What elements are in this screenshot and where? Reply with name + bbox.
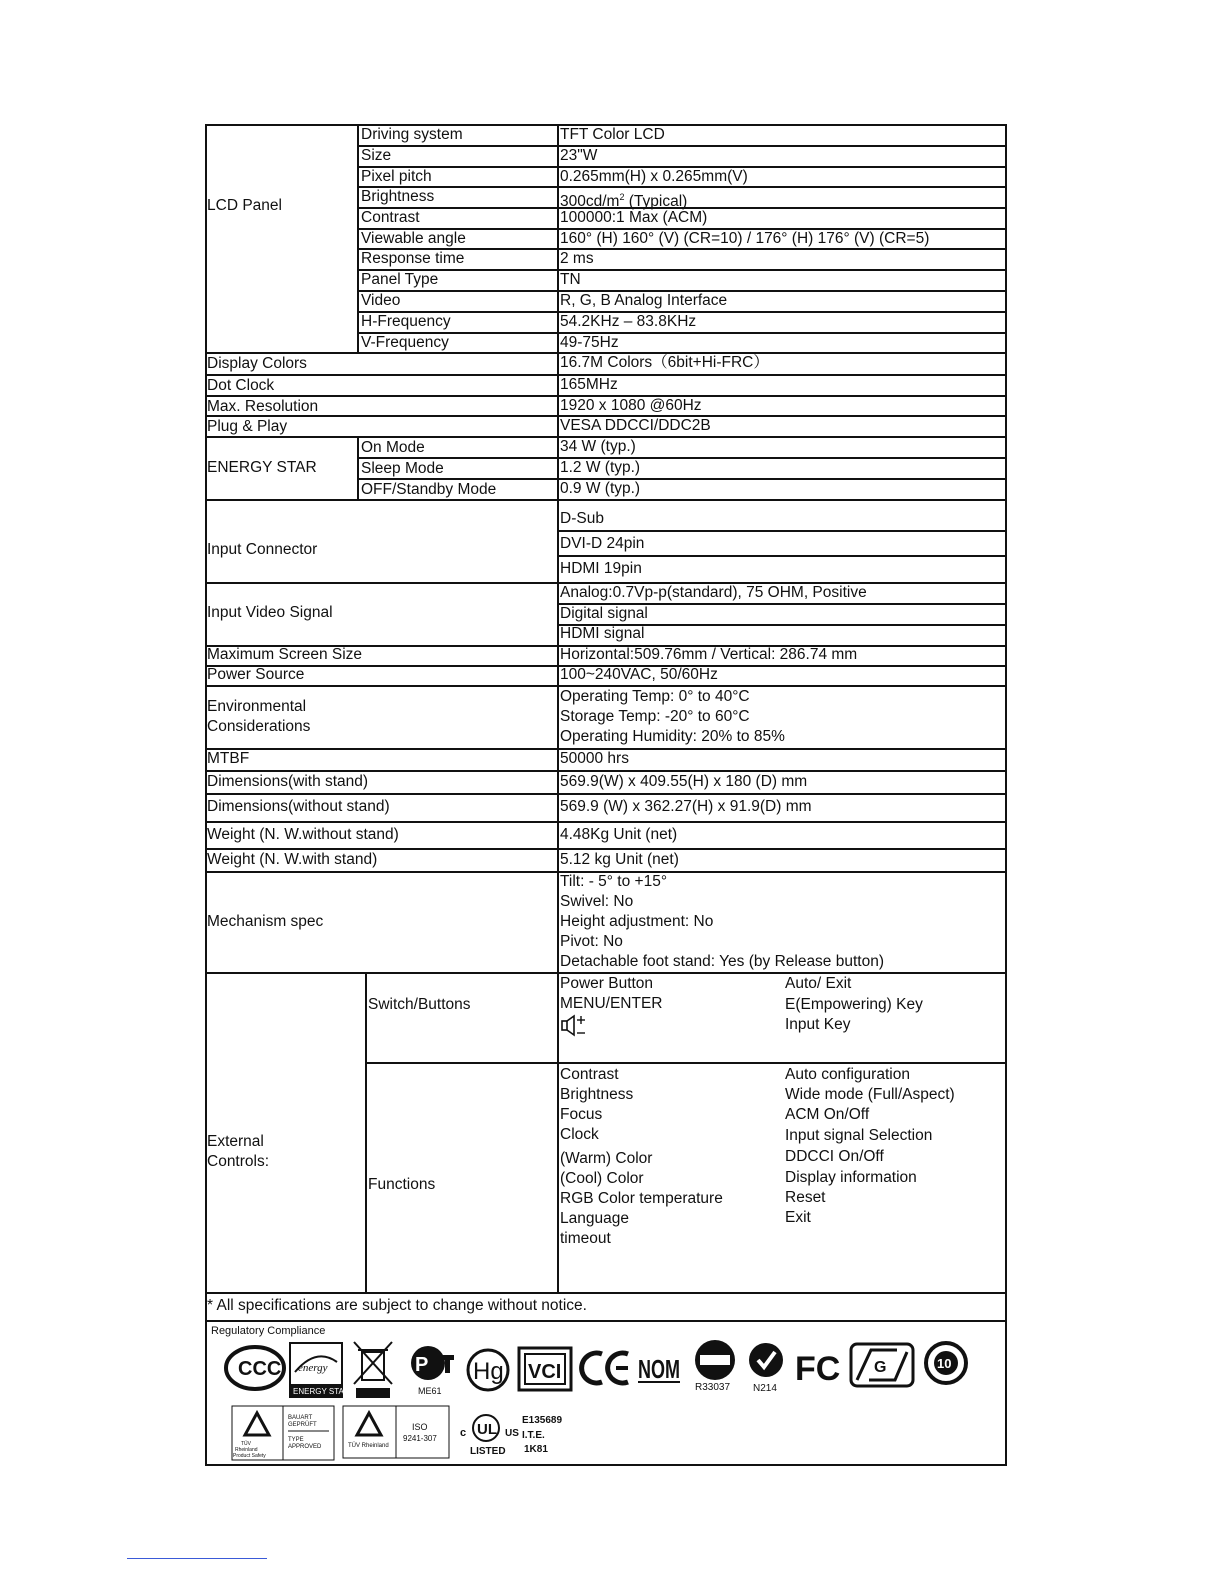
table-rule	[357, 332, 1007, 334]
spec-value: 1920 x 1080 @60Hz	[560, 397, 702, 414]
function-item: Focus	[560, 1106, 603, 1123]
lcd-spec-value: 23"W	[560, 147, 598, 164]
table-column-rule	[557, 124, 559, 352]
lcd-spec-value: 2 ms	[560, 250, 594, 267]
spec-value: Horizontal:509.76mm / Vertical: 286.74 mm	[560, 646, 858, 663]
svg-text:G: G	[874, 1359, 887, 1376]
lcd-spec-label: Brightness	[361, 188, 435, 205]
table-column-rule	[557, 821, 559, 848]
input-connector-label: Input Connector	[207, 541, 318, 558]
function-item: Language	[560, 1210, 629, 1227]
table-rule	[205, 793, 1007, 795]
energy-star-logo	[289, 1342, 350, 1398]
lcd-spec-label: Driving system	[361, 126, 463, 143]
table-rule	[357, 457, 1007, 459]
lcd-spec-value: 100000:1 Max (ACM)	[560, 209, 708, 226]
spec-value: 100~240VAC, 50/60Hz	[560, 666, 718, 683]
input-video-value: Digital signal	[560, 605, 648, 622]
function-item: Contrast	[560, 1066, 619, 1083]
input-video-value: Analog:0.7Vp-p(standard), 75 OHM, Positive	[560, 584, 867, 601]
lcd-spec-label: H-Frequency	[361, 313, 451, 330]
svg-text:energy: energy	[298, 1362, 328, 1374]
svg-text:FC: FC	[795, 1350, 841, 1388]
table-rule	[205, 848, 1007, 850]
lcd-spec-value: 0.265mm(H) x 0.265mm(V)	[560, 168, 748, 185]
svg-text:E135689: E135689	[522, 1415, 563, 1426]
input-connector-value: D-Sub	[560, 510, 604, 527]
switch-button-item: E(Empowering) Key	[785, 996, 923, 1013]
svg-text:US: US	[505, 1428, 519, 1439]
table-column-rule	[557, 499, 559, 582]
table-rule	[205, 972, 1007, 974]
lcd-spec-value: 54.2KHz – 83.8KHz	[560, 313, 697, 330]
table-column-rule	[557, 352, 559, 374]
mechanism-value: Swivel: No	[560, 893, 634, 910]
svg-text:P: P	[415, 1354, 429, 1376]
svg-text:ISO: ISO	[412, 1422, 428, 1432]
mechanism-value: Tilt: - 5° to +15°	[560, 873, 668, 890]
svg-text:R33037: R33037	[695, 1382, 731, 1393]
switch-button-item: Input Key	[785, 1016, 851, 1033]
svg-text:Product Safety: Product Safety	[233, 1453, 266, 1459]
function-item: Brightness	[560, 1086, 634, 1103]
svg-text:CCC: CCC	[238, 1358, 282, 1380]
function-item: DDCCI On/Off	[785, 1148, 884, 1165]
table-rule	[205, 821, 1007, 823]
mechanism-label: Mechanism spec	[207, 913, 324, 930]
pct-logo	[408, 1343, 458, 1395]
table-rule	[357, 145, 1007, 147]
function-item: ACM On/Off	[785, 1106, 870, 1123]
svg-text:TÜV Rheinland: TÜV Rheinland	[348, 1443, 389, 1449]
switch-buttons-label: Switch/Buttons	[368, 996, 471, 1013]
volume-plus-minus-icon	[560, 1014, 588, 1038]
table-rule	[205, 499, 1007, 501]
function-item: Auto configuration	[785, 1066, 910, 1083]
spec-label: Max. Resolution	[207, 398, 319, 415]
table-column-rule	[557, 374, 559, 395]
spec-value: 50000 hrs	[560, 750, 629, 767]
lcd-spec-value: 49-75Hz	[560, 334, 619, 351]
ccc-logo	[224, 1343, 286, 1393]
table-rule	[357, 478, 1007, 480]
lcd-spec-value: TFT Color LCD	[560, 126, 665, 143]
switch-button-item: Power Button	[560, 975, 654, 992]
lcd-spec-label: V-Frequency	[361, 334, 449, 351]
spec-label: Dimensions(without stand)	[207, 798, 390, 815]
environmental-value: Operating Humidity: 20% to 85%	[560, 728, 785, 745]
lcd-spec-value: TN	[560, 271, 581, 288]
brightness-suffix: (Typical)	[624, 193, 688, 211]
ce-logo	[580, 1348, 632, 1388]
environmental-label: Considerations	[207, 718, 311, 735]
table-rule	[365, 1062, 1007, 1064]
table-column-rule	[557, 685, 559, 748]
epup-10-logo	[922, 1340, 970, 1386]
lcd-spec-label: Panel Type	[361, 271, 439, 288]
svg-text:APPROVED: APPROVED	[288, 1444, 322, 1450]
input-video-value: HDMI signal	[560, 625, 645, 642]
external-controls-label: Controls:	[207, 1153, 270, 1170]
lcd-spec-label: Viewable angle	[361, 230, 466, 247]
svg-text:BAUART: BAUART	[288, 1415, 313, 1421]
function-item: (Cool) Color	[560, 1170, 644, 1187]
nom-logo	[636, 1346, 682, 1386]
spec-label: Plug & Play	[207, 418, 288, 435]
weee-bin-logo	[352, 1340, 394, 1400]
spec-disclaimer-note: * All specifications are subject to change without notice.	[207, 1297, 587, 1314]
function-item: (Warm) Color	[560, 1150, 653, 1167]
svg-text:c: c	[460, 1427, 467, 1439]
energy-mode-label: On Mode	[361, 439, 425, 456]
table-column-rule	[557, 871, 559, 972]
energy-mode-label: Sleep Mode	[361, 460, 444, 477]
function-item: Input signal Selection	[785, 1127, 933, 1144]
tuv-iso-logo	[342, 1405, 450, 1459]
table-column-rule	[357, 124, 359, 352]
switch-button-item: MENU/ENTER	[560, 995, 663, 1012]
table-column-rule	[557, 415, 559, 436]
mechanism-value: Pivot: No	[560, 933, 623, 950]
spec-value: VESA DDCCI/DDC2B	[560, 417, 711, 434]
table-column-rule	[557, 395, 559, 415]
lcd-spec-label: Pixel pitch	[361, 168, 432, 185]
table-column-rule	[365, 972, 367, 1292]
external-controls-label: External	[207, 1133, 264, 1150]
lcd-panel-label: LCD Panel	[207, 197, 282, 214]
svg-text:UL: UL	[477, 1421, 497, 1438]
svg-text:TYPE: TYPE	[288, 1437, 304, 1443]
table-rule	[205, 1320, 1007, 1322]
environmental-label: Environmental	[207, 698, 307, 715]
switch-button-item: Auto/ Exit	[785, 975, 852, 992]
lcd-spec-label: Video	[361, 292, 401, 309]
lcd-spec-label: Contrast	[361, 209, 420, 226]
spec-value: 4.48Kg Unit (net)	[560, 826, 678, 843]
svg-text:I.T.E.: I.T.E.	[522, 1430, 545, 1441]
table-column-rule	[557, 770, 559, 793]
table-rule	[205, 685, 1007, 687]
energy-mode-label: OFF/Standby Mode	[361, 481, 497, 498]
spec-label: Weight (N. W.without stand)	[207, 826, 399, 843]
svg-text:TÜV: TÜV	[241, 1441, 251, 1447]
spec-label: MTBF	[207, 750, 250, 767]
svg-text:GEPRÜFT: GEPRÜFT	[288, 1422, 317, 1428]
table-column-rule	[357, 436, 359, 499]
svg-text:Rheinland: Rheinland	[235, 1447, 258, 1453]
table-rule	[357, 269, 1007, 271]
spec-value: 569.9 (W) x 362.27(H) x 91.9(D) mm	[560, 798, 812, 815]
svg-text:Hg: Hg	[473, 1358, 504, 1385]
svg-text:NOM: NOM	[638, 1354, 680, 1384]
svg-text:VCI: VCI	[528, 1361, 562, 1383]
table-rule	[557, 530, 1007, 532]
table-column-rule	[557, 665, 559, 685]
energy-mode-value: 1.2 W (typ.)	[560, 459, 641, 476]
function-item: Display information	[785, 1169, 917, 1186]
lcd-spec-label: Size	[361, 147, 392, 164]
lcd-spec-label: Response time	[361, 250, 465, 267]
function-item: Reset	[785, 1189, 826, 1206]
environmental-value: Operating Temp: 0° to 40°C	[560, 688, 750, 705]
function-item: timeout	[560, 1230, 611, 1247]
mechanism-value: Height adjustment: No	[560, 913, 714, 930]
function-item: Clock	[560, 1126, 599, 1143]
table-column-rule	[557, 582, 559, 645]
regulatory-title: Regulatory Compliance	[211, 1325, 326, 1337]
superscript: 2	[619, 192, 625, 202]
energy-star-label: ENERGY STAR	[207, 459, 317, 476]
tuv-safety-logo	[231, 1405, 335, 1461]
svg-text:1K81: 1K81	[524, 1444, 548, 1455]
svg-text:LISTED: LISTED	[470, 1446, 506, 1457]
table-column-rule	[557, 748, 559, 770]
spec-value: 16.7M Colors（6bit+Hi-FRC）	[560, 354, 769, 371]
spec-label: Dot Clock	[207, 377, 275, 394]
input-video-label: Input Video Signal	[207, 604, 333, 621]
svg-text:9241-307: 9241-307	[403, 1434, 437, 1443]
spec-label: Maximum Screen Size	[207, 646, 363, 663]
spec-value: 5.12 kg Unit (net)	[560, 851, 679, 868]
energy-mode-value: 0.9 W (typ.)	[560, 480, 641, 497]
function-item: Wide mode (Full/Aspect)	[785, 1086, 955, 1103]
gost-logo	[692, 1338, 744, 1394]
function-item: Exit	[785, 1209, 811, 1226]
table-rule	[205, 1292, 1007, 1294]
input-connector-value: DVI-D 24pin	[560, 535, 645, 552]
lcd-spec-value: 160° (H) 160° (V) (CR=10) / 176° (H) 176° (V) (CR=5)	[560, 230, 930, 247]
table-column-rule	[557, 972, 559, 1292]
svg-text:ME61: ME61	[418, 1386, 442, 1396]
svg-text:ENERGY STAR: ENERGY STAR	[293, 1387, 350, 1396]
spec-value: 569.9(W) x 409.55(H) x 180 (D) mm	[560, 773, 808, 790]
spec-value: 165MHz	[560, 376, 618, 393]
function-item: RGB Color temperature	[560, 1190, 723, 1207]
table-rule	[557, 555, 1007, 557]
mechanism-value: Detachable foot stand: Yes (by Release button)	[560, 953, 884, 970]
table-column-rule	[557, 793, 559, 821]
environmental-value: Storage Temp: -20° to 60°C	[560, 708, 750, 725]
brightness-value: 300cd/m	[560, 193, 620, 211]
spec-label: Dimensions(with stand)	[207, 773, 369, 790]
energy-mode-value: 34 W (typ.)	[560, 438, 636, 455]
lcd-spec-value: R, G, B Analog Interface	[560, 292, 728, 309]
spec-label: Weight (N. W.with stand)	[207, 851, 378, 868]
svg-text:10: 10	[937, 1356, 952, 1371]
hg-logo	[465, 1347, 511, 1393]
c-tick-logo	[748, 1340, 788, 1394]
spec-label: Power Source	[207, 666, 305, 683]
table-column-rule	[557, 645, 559, 665]
ul-logo	[458, 1408, 562, 1460]
g-mark-logo	[849, 1340, 917, 1390]
table-column-rule	[557, 436, 559, 499]
table-column-rule	[557, 848, 559, 871]
table-rule	[205, 770, 1007, 772]
svg-text:N214: N214	[753, 1383, 777, 1394]
functions-label: Functions	[368, 1176, 436, 1193]
vci-logo	[517, 1346, 573, 1392]
footer-link-line	[127, 1558, 267, 1559]
spec-label: Display Colors	[207, 355, 307, 372]
input-connector-value: HDMI 19pin	[560, 560, 642, 577]
fcc-logo	[795, 1346, 845, 1386]
